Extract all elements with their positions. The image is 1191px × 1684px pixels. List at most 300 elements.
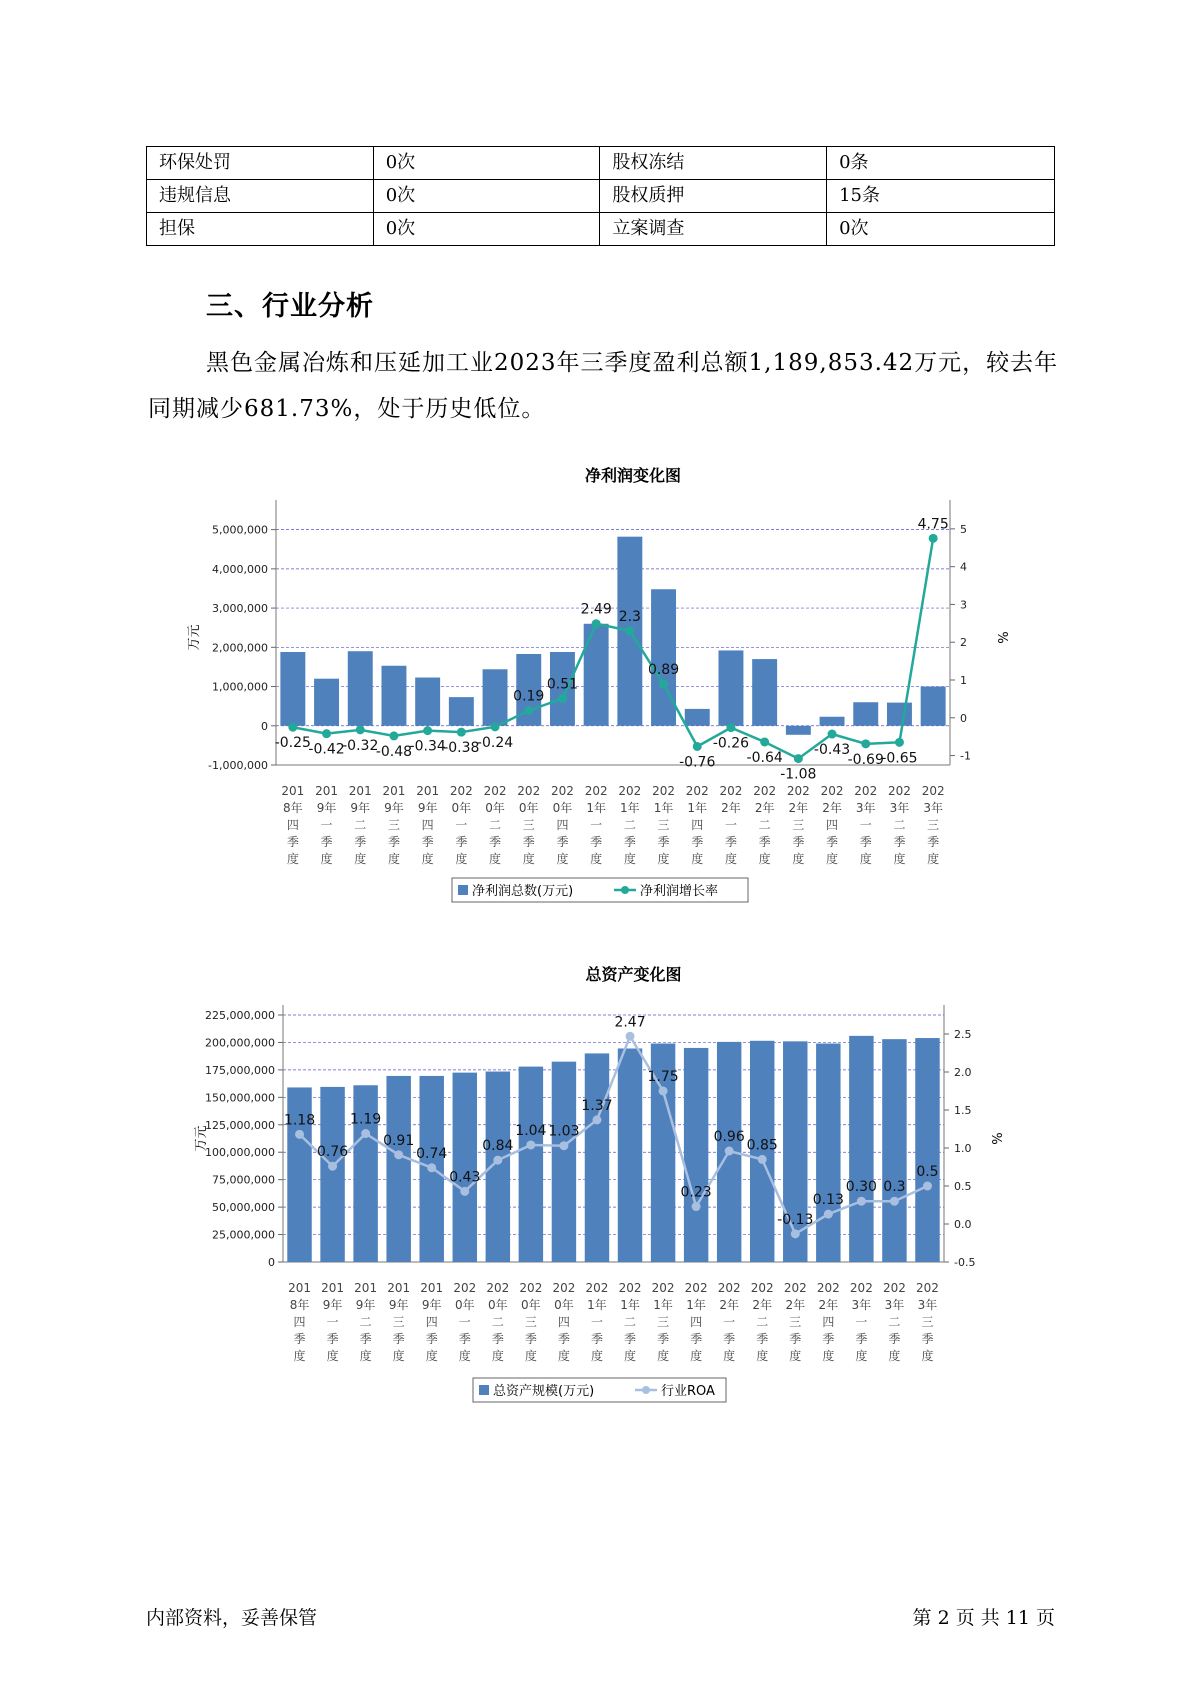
data-label: -0.42 bbox=[308, 741, 345, 758]
x-tick-label-line: 一 bbox=[590, 818, 603, 832]
x-tick-label-line: 季 bbox=[557, 1332, 570, 1346]
x-tick-label bbox=[354, 1281, 377, 1363]
x-tick-label-line: 度 bbox=[286, 852, 299, 866]
x-tick-label-line: 201 bbox=[348, 784, 372, 798]
x-tick-label-line: 202 bbox=[519, 1281, 543, 1295]
bar bbox=[320, 1087, 344, 1262]
line-point bbox=[524, 706, 533, 715]
x-tick-label-line: 二 bbox=[888, 1315, 901, 1329]
x-tick-label-line: 202 bbox=[719, 784, 743, 798]
data-label: -0.48 bbox=[375, 743, 413, 760]
x-tick-label-line: 9年 bbox=[388, 1298, 409, 1312]
x-tick-label-line: 二 bbox=[489, 818, 502, 832]
x-tick-label bbox=[416, 784, 439, 866]
line-point bbox=[758, 1155, 767, 1164]
info-value: 0次 bbox=[827, 213, 1055, 246]
data-label: 0.76 bbox=[316, 1144, 349, 1161]
y-tick-label: 0 bbox=[268, 1256, 275, 1269]
x-tick-label bbox=[486, 1281, 509, 1363]
x-tick-label-line: 度 bbox=[723, 1349, 736, 1363]
bar bbox=[915, 1038, 939, 1262]
x-tick-label bbox=[484, 784, 507, 866]
x-tick-label-line: 0年 bbox=[518, 801, 539, 815]
x-tick-label-line: 9年 bbox=[384, 801, 404, 815]
x-tick-label-line: 三 bbox=[921, 1315, 934, 1329]
x-tick-label-line: 季 bbox=[387, 835, 400, 849]
x-tick-label-line: 8年 bbox=[289, 1298, 310, 1312]
footer-note: 内部资料，妥善保管 bbox=[146, 1607, 318, 1629]
y2-tick-label: 0.0 bbox=[954, 1218, 972, 1231]
page-number: 第 2 页 共 11 页 bbox=[912, 1607, 1055, 1629]
x-tick-label-line: 202 bbox=[585, 1281, 609, 1295]
x-tick-label-line: 202 bbox=[486, 1281, 510, 1295]
x-tick-label-line: 四 bbox=[425, 1315, 438, 1329]
x-tick-label-line: 202 bbox=[685, 784, 709, 798]
y-tick-label: 75,000,000 bbox=[212, 1173, 275, 1187]
x-tick-label-line: 度 bbox=[354, 852, 367, 866]
x-tick-label bbox=[552, 1281, 575, 1363]
x-tick-label-line: 二 bbox=[359, 1315, 372, 1329]
line-point bbox=[460, 1187, 469, 1196]
x-tick-label-line: 1年 bbox=[587, 1298, 607, 1312]
x-tick-label-line: 度 bbox=[690, 1349, 703, 1363]
x-tick-label-line: 季 bbox=[455, 835, 468, 849]
x-tick-label-line: 度 bbox=[855, 1349, 868, 1363]
legend-bar-label: 净利润总数(万元) bbox=[472, 884, 574, 899]
x-tick-label-line: 度 bbox=[590, 852, 603, 866]
x-tick-label bbox=[281, 784, 304, 866]
y-tick-label: 3,000,000 bbox=[212, 602, 268, 616]
bar bbox=[453, 1073, 477, 1262]
x-tick-label-line: 一 bbox=[724, 818, 737, 832]
x-tick-label-line: 季 bbox=[888, 1332, 901, 1346]
x-tick-label-line: 季 bbox=[392, 1332, 405, 1346]
x-tick-label-line: 季 bbox=[286, 835, 299, 849]
x-tick-label-line: 季 bbox=[859, 835, 872, 849]
legend-line-marker bbox=[621, 886, 629, 894]
data-label: 0.91 bbox=[383, 1132, 415, 1149]
x-tick-label-line: 二 bbox=[756, 1315, 769, 1329]
bar bbox=[314, 679, 339, 726]
info-table-body bbox=[147, 147, 1055, 246]
line-point bbox=[592, 1115, 601, 1124]
x-tick-label-line: 2年 bbox=[788, 801, 809, 815]
line-point bbox=[559, 1141, 568, 1150]
bar bbox=[849, 1036, 873, 1262]
y-tick-label: 0 bbox=[261, 719, 268, 733]
data-label: 0.85 bbox=[746, 1137, 778, 1154]
line-point bbox=[726, 723, 735, 732]
x-tick-label-line: 季 bbox=[893, 835, 906, 849]
x-tick-label-line: 1年 bbox=[586, 801, 606, 815]
data-label: 2.49 bbox=[580, 601, 612, 618]
x-tick-label-line: 四 bbox=[556, 818, 569, 832]
x-tick-label-line: 度 bbox=[524, 1349, 537, 1363]
line-point bbox=[322, 729, 331, 738]
x-tick-label-line: 季 bbox=[657, 1332, 670, 1346]
y-axis-label: 万元 bbox=[194, 1125, 209, 1152]
x-tick-label-line: 三 bbox=[524, 1315, 537, 1329]
x-tick-label-line: 二 bbox=[893, 818, 906, 832]
x-tick-label-line: 202 bbox=[517, 784, 541, 798]
info-table-row bbox=[147, 180, 1055, 213]
x-tick-label-line: 202 bbox=[684, 1281, 708, 1295]
x-tick-label-line: 三 bbox=[657, 818, 670, 832]
x-tick-label bbox=[787, 784, 810, 866]
data-label: -0.13 bbox=[777, 1211, 814, 1228]
x-tick-label-line: 四 bbox=[557, 1315, 570, 1329]
line-point bbox=[295, 1130, 304, 1139]
x-tick-label-line: 9年 bbox=[316, 801, 337, 815]
x-tick-label-line: 1年 bbox=[620, 1298, 640, 1312]
bar bbox=[618, 1048, 642, 1262]
x-tick-label-line: 度 bbox=[489, 852, 502, 866]
info-value: 0条 bbox=[827, 147, 1055, 180]
x-tick-label-line: 二 bbox=[624, 1315, 637, 1329]
x-tick-label-line: 四 bbox=[690, 1315, 703, 1329]
data-label: 0.5 bbox=[916, 1164, 939, 1180]
info-table-row bbox=[147, 213, 1055, 246]
x-tick-label bbox=[850, 1281, 873, 1363]
legend-line-label: 净利润增长率 bbox=[640, 884, 719, 899]
x-tick-label-line: 度 bbox=[691, 852, 704, 866]
x-tick-label bbox=[517, 784, 540, 866]
x-tick-label-line: 季 bbox=[458, 1332, 471, 1346]
line-point bbox=[828, 730, 837, 739]
x-tick-label bbox=[922, 784, 945, 866]
x-tick-label-line: 202 bbox=[652, 784, 676, 798]
x-tick-label-line: 0年 bbox=[488, 1298, 508, 1312]
x-tick-label bbox=[685, 1281, 708, 1363]
x-tick-label-line: 度 bbox=[326, 1349, 339, 1363]
x-tick-label bbox=[751, 1281, 774, 1363]
info-label: 环保处罚 bbox=[147, 147, 374, 180]
x-tick-label-line: 季 bbox=[590, 835, 603, 849]
x-tick-label-line: 1年 bbox=[687, 801, 708, 815]
bar bbox=[921, 687, 946, 726]
line-point bbox=[328, 1162, 337, 1171]
data-label: 0.19 bbox=[513, 688, 545, 705]
info-table-row bbox=[147, 147, 1055, 180]
x-tick-label-line: 度 bbox=[927, 852, 940, 866]
x-tick-label-line: 一 bbox=[458, 1315, 471, 1329]
x-tick-label-line: 季 bbox=[623, 835, 636, 849]
x-tick-label-line: 度 bbox=[392, 1349, 405, 1363]
x-tick-label bbox=[883, 1281, 906, 1363]
data-label: 0.84 bbox=[482, 1138, 514, 1155]
data-label: 1.19 bbox=[350, 1111, 382, 1128]
line-point bbox=[626, 1032, 635, 1041]
bar bbox=[585, 1053, 609, 1262]
info-label: 立案调查 bbox=[600, 213, 827, 246]
x-tick-label bbox=[420, 1281, 443, 1363]
bar bbox=[519, 1067, 543, 1262]
info-value: 0次 bbox=[373, 147, 600, 180]
net-profit-chart bbox=[0, 455, 1191, 925]
x-tick-label-line: 三 bbox=[789, 1315, 802, 1329]
x-tick-label bbox=[288, 1281, 311, 1363]
x-tick-label-line: 度 bbox=[320, 852, 333, 866]
total-assets-chart bbox=[0, 955, 1191, 1425]
x-tick-label-line: 二 bbox=[758, 818, 771, 832]
y2-tick-label: 0.5 bbox=[954, 1180, 972, 1193]
x-tick-label-line: 1年 bbox=[686, 1298, 706, 1312]
line-point bbox=[692, 1202, 701, 1211]
y2-tick-label: 1 bbox=[960, 674, 967, 687]
x-tick-label-line: 202 bbox=[816, 1281, 840, 1295]
x-tick-label-line: 201 bbox=[315, 784, 339, 798]
line-point bbox=[389, 731, 398, 740]
bar bbox=[552, 1062, 576, 1262]
x-tick-label-line: 202 bbox=[584, 784, 608, 798]
x-tick-label-line: 季 bbox=[326, 1332, 339, 1346]
data-label: 0.96 bbox=[713, 1129, 745, 1146]
info-label: 担保 bbox=[147, 213, 374, 246]
x-tick-label-line: 度 bbox=[657, 852, 670, 866]
x-tick-label-line: 季 bbox=[724, 835, 737, 849]
line-point bbox=[693, 742, 702, 751]
data-label: -0.24 bbox=[476, 734, 514, 751]
info-value: 0次 bbox=[373, 213, 600, 246]
line-point bbox=[659, 1087, 668, 1096]
x-tick-label bbox=[916, 1281, 939, 1363]
x-tick-label-line: 3年 bbox=[923, 801, 943, 815]
x-tick-label-line: 0年 bbox=[454, 1298, 475, 1312]
x-tick-label-line: 季 bbox=[524, 1332, 537, 1346]
line-point bbox=[526, 1140, 535, 1149]
x-tick-label-line: 度 bbox=[359, 1349, 372, 1363]
y-tick-label: 25,000,000 bbox=[212, 1228, 275, 1242]
x-tick-label-line: 季 bbox=[491, 1332, 504, 1346]
y2-tick-label: -1 bbox=[960, 749, 971, 763]
x-tick-label-line: 度 bbox=[792, 852, 805, 866]
line-point bbox=[356, 725, 365, 734]
legend-bar-swatch bbox=[479, 1385, 489, 1395]
legend-line-label: 行业ROA bbox=[661, 1384, 715, 1399]
y-tick-label: 175,000,000 bbox=[205, 1063, 275, 1077]
y2-tick-label: 5 bbox=[960, 522, 967, 536]
data-label: 0.74 bbox=[416, 1145, 448, 1162]
x-tick-label-line: 202 bbox=[618, 784, 642, 798]
bar bbox=[820, 717, 845, 726]
x-tick-label-line: 1年 bbox=[620, 801, 640, 815]
x-tick-label-line: 2年 bbox=[822, 801, 842, 815]
x-tick-label-line: 202 bbox=[453, 1281, 477, 1295]
x-tick-label-line: 202 bbox=[750, 1281, 774, 1295]
chart-title: 总资产变化图 bbox=[585, 965, 682, 984]
x-tick-label bbox=[854, 784, 877, 866]
section-heading: 三、行业分析 bbox=[206, 291, 374, 322]
x-tick-label-line: 季 bbox=[590, 1332, 603, 1346]
line-point bbox=[794, 754, 803, 763]
y-tick-label: 1,000,000 bbox=[212, 680, 268, 694]
y2-tick-label: 2 bbox=[960, 636, 967, 650]
line-point bbox=[592, 619, 601, 628]
x-tick-label-line: 9年 bbox=[322, 1298, 343, 1312]
y2-tick-label: 2.0 bbox=[954, 1066, 972, 1079]
x-tick-label-line: 201 bbox=[281, 784, 305, 798]
x-tick-label-line: 2年 bbox=[719, 1298, 739, 1312]
bar bbox=[684, 1048, 708, 1262]
y-axis-label: 万元 bbox=[187, 624, 202, 651]
x-tick-label-line: 季 bbox=[657, 835, 670, 849]
line-point bbox=[659, 680, 668, 689]
x-tick-label bbox=[349, 784, 372, 866]
x-tick-label-line: 度 bbox=[789, 1349, 802, 1363]
bar bbox=[280, 652, 305, 726]
line-point bbox=[493, 1156, 502, 1165]
x-tick-label-line: 三 bbox=[387, 818, 400, 832]
x-tick-label-line: 9年 bbox=[421, 1298, 442, 1312]
bar bbox=[685, 709, 710, 726]
x-tick-label-line: 季 bbox=[556, 835, 569, 849]
x-tick-label-line: 度 bbox=[859, 852, 872, 866]
x-tick-label-line: 2年 bbox=[721, 801, 741, 815]
x-tick-label-line: 一 bbox=[326, 1315, 339, 1329]
x-tick-label-line: 9年 bbox=[350, 801, 371, 815]
x-tick-label-line: 三 bbox=[792, 818, 805, 832]
x-tick-label-line: 0年 bbox=[521, 1298, 541, 1312]
line-point bbox=[491, 722, 500, 731]
x-tick-label-line: 度 bbox=[826, 852, 839, 866]
y2-tick-label: 0 bbox=[960, 711, 967, 725]
x-tick-label-line: 1年 bbox=[653, 1298, 673, 1312]
x-tick-label-line: 202 bbox=[887, 784, 911, 798]
line-point bbox=[824, 1210, 833, 1219]
x-tick-label-line: 202 bbox=[783, 1281, 807, 1295]
x-tick-label-line: 三 bbox=[392, 1315, 405, 1329]
x-tick-label-line: 202 bbox=[651, 1281, 675, 1295]
x-tick-label bbox=[586, 1281, 609, 1363]
y-tick-label: 225,000,000 bbox=[205, 1009, 275, 1022]
x-tick-label-line: 度 bbox=[893, 852, 906, 866]
x-tick-label-line: 度 bbox=[624, 1349, 637, 1363]
x-tick-label-line: 3年 bbox=[917, 1298, 938, 1312]
x-tick-label-line: 202 bbox=[550, 784, 574, 798]
bar bbox=[415, 678, 440, 726]
bar bbox=[381, 666, 406, 726]
data-label: 0.23 bbox=[680, 1184, 712, 1201]
x-tick-label-line: 季 bbox=[522, 835, 535, 849]
x-tick-label bbox=[315, 784, 338, 866]
y-tick-label: 2,000,000 bbox=[212, 641, 268, 655]
x-tick-label-line: 202 bbox=[618, 1281, 642, 1295]
legend-bar-swatch bbox=[458, 885, 468, 895]
info-value: 15条 bbox=[827, 180, 1055, 213]
x-tick-label bbox=[519, 1281, 542, 1363]
line-point bbox=[423, 726, 432, 735]
analysis-paragraph: 黑色金属冶炼和压延加工业2023年三季度盈利总额1,189,853.42万元，较去年同期减少681.73%，处于历史低位。 bbox=[148, 350, 1059, 422]
x-tick-label-line: 1年 bbox=[653, 801, 674, 815]
x-tick-label bbox=[888, 784, 911, 866]
x-tick-label-line: 季 bbox=[826, 835, 839, 849]
x-tick-label-line: 度 bbox=[623, 852, 636, 866]
x-tick-label-line: 度 bbox=[425, 1349, 438, 1363]
x-tick-label-line: 度 bbox=[522, 852, 535, 866]
x-tick-label-line: 一 bbox=[859, 818, 872, 832]
x-tick-label-line: 四 bbox=[822, 1315, 835, 1329]
x-tick-label-line: 201 bbox=[420, 1281, 444, 1295]
data-label: 0.30 bbox=[845, 1179, 877, 1196]
data-label: 1.04 bbox=[515, 1122, 547, 1139]
x-tick-label-line: 一 bbox=[320, 818, 333, 832]
y-tick-label: 5,000,000 bbox=[212, 523, 268, 537]
x-tick-label bbox=[453, 1281, 476, 1363]
y-tick-label: 125,000,000 bbox=[205, 1118, 275, 1132]
x-tick-label-line: 季 bbox=[927, 835, 940, 849]
x-tick-label-line: 季 bbox=[789, 1332, 802, 1346]
info-label: 股权质押 bbox=[600, 180, 827, 213]
x-tick-label-line: 3年 bbox=[884, 1298, 905, 1312]
line-point bbox=[895, 738, 904, 747]
x-tick-label-line: 202 bbox=[854, 784, 878, 798]
x-tick-label bbox=[618, 784, 641, 866]
x-tick-label-line: 202 bbox=[820, 784, 844, 798]
x-tick-label-line: 季 bbox=[489, 835, 502, 849]
x-tick-label-line: 度 bbox=[491, 1349, 504, 1363]
x-tick-label-line: 202 bbox=[717, 1281, 741, 1295]
line-point bbox=[361, 1129, 370, 1138]
x-tick-label-line: 四 bbox=[826, 818, 839, 832]
x-tick-label-line: 3年 bbox=[851, 1298, 872, 1312]
data-label: 0.13 bbox=[812, 1192, 844, 1209]
x-tick-label-line: 二 bbox=[623, 818, 636, 832]
x-tick-label bbox=[718, 1281, 741, 1363]
bar bbox=[882, 1039, 906, 1262]
x-tick-label-line: 一 bbox=[855, 1315, 868, 1329]
bar bbox=[816, 1044, 840, 1262]
x-tick-label-line: 2年 bbox=[754, 801, 775, 815]
x-tick-label-line: 度 bbox=[822, 1349, 835, 1363]
x-tick-label-line: 3年 bbox=[889, 801, 910, 815]
y2-tick-label: 3 bbox=[960, 598, 967, 612]
bar bbox=[651, 589, 676, 726]
bar bbox=[483, 669, 508, 725]
x-tick-label-line: 二 bbox=[354, 818, 367, 832]
x-tick-label bbox=[551, 784, 574, 866]
bar bbox=[887, 703, 912, 726]
info-value: 0次 bbox=[373, 180, 600, 213]
x-tick-label-line: 一 bbox=[455, 818, 468, 832]
x-tick-label-line: 201 bbox=[321, 1281, 345, 1295]
x-tick-label bbox=[387, 1281, 410, 1363]
x-tick-label-line: 季 bbox=[320, 835, 333, 849]
x-tick-label bbox=[382, 784, 405, 866]
bar bbox=[386, 1076, 410, 1262]
x-tick-label bbox=[753, 784, 776, 866]
x-tick-label bbox=[821, 784, 844, 866]
bar bbox=[348, 651, 373, 726]
x-tick-label-line: 0年 bbox=[485, 801, 505, 815]
data-label: -0.43 bbox=[813, 742, 851, 759]
bar bbox=[853, 702, 878, 726]
x-tick-label-line: 度 bbox=[556, 852, 569, 866]
x-tick-label-line: 度 bbox=[590, 1349, 603, 1363]
x-tick-label-line: 202 bbox=[449, 784, 473, 798]
data-label: 1.37 bbox=[581, 1097, 613, 1114]
x-tick-label-line: 季 bbox=[822, 1332, 835, 1346]
x-tick-label-line: 0年 bbox=[451, 801, 472, 815]
x-tick-label-line: 季 bbox=[359, 1332, 372, 1346]
line-point bbox=[288, 723, 297, 732]
y2-tick-label: -0.5 bbox=[954, 1256, 976, 1269]
x-tick-label-line: 季 bbox=[855, 1332, 868, 1346]
data-label: -0.64 bbox=[746, 749, 783, 766]
data-label: -0.25 bbox=[274, 735, 311, 752]
x-tick-label-line: 201 bbox=[387, 1281, 411, 1295]
line-point bbox=[558, 694, 567, 703]
x-tick-label-line: 季 bbox=[723, 1332, 736, 1346]
